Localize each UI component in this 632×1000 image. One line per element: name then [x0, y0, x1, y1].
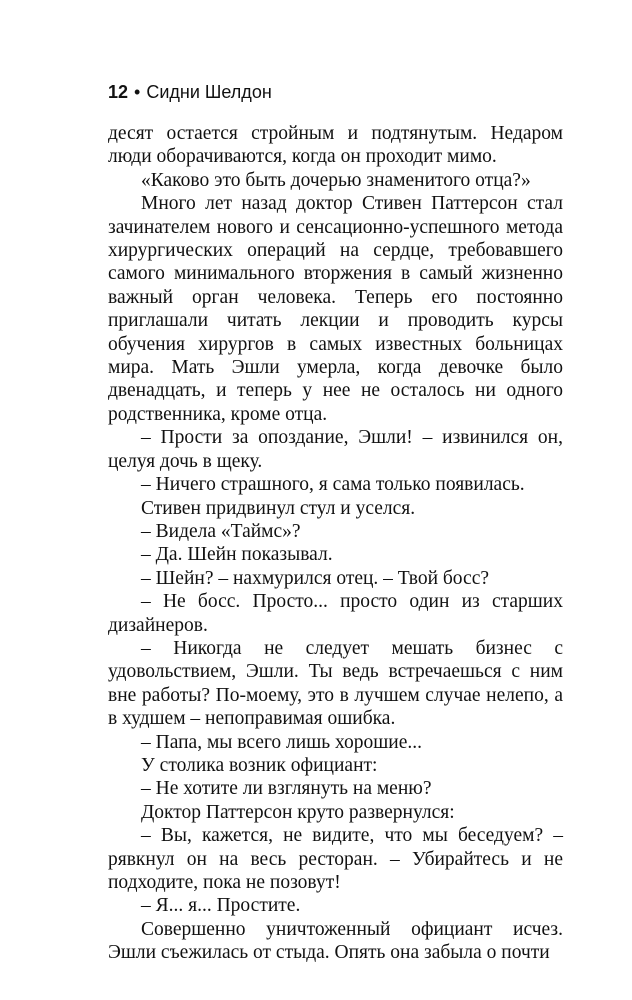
- paragraph: – Не хотите ли взглянуть на меню?: [141, 778, 432, 800]
- paragraph: У столика возник официант:: [141, 754, 378, 776]
- paragraph: Доктор Паттерсон круто развернулся:: [141, 801, 455, 823]
- paragraph: – Ничего страшного, я сама только появилась.: [141, 474, 525, 496]
- paragraph: «Каково это быть дочерью знаменитого отца?»: [141, 169, 531, 191]
- running-header: [108, 82, 272, 103]
- paragraph: – Не босс. Просто... просто один из старших дизайнеров.: [108, 591, 563, 636]
- paragraph: Много лет назад доктор Стивен Паттерсон стал зачинателем нового и сенсационно-успешного метода хирургических операций на сердце, требовавшего самого минимального вторжения в самый жизненно важный орган человека. Теперь его постоянно приглашали читать лекции и проводить курсы обучения хирургов в самых известных больницах мира. Мать Эшли умерла, когда девочке было двенадцать, и теперь у нее не осталось ни одного родственника, кроме отца.: [108, 193, 563, 425]
- paragraph: – Шейн? – нахмурился отец. – Твой босс?: [141, 567, 490, 589]
- paragraph: – Никогда не следует мешать бизнес с удовольствием, Эшли. Ты ведь встречаешься с ним вне работы? По-моему, это в лучшем случае нелепо, а в худшем – непоправимая ошибка.: [108, 637, 563, 730]
- body-text: [108, 122, 563, 965]
- paragraph: – Вы, кажется, не видите, что мы беседуем? – рявкнул он на весь ресторан. – Убирайтесь и не подходите, пока не позовут!: [108, 825, 563, 893]
- paragraph: – Видела «Таймс»?: [141, 520, 301, 542]
- header-separator: •: [134, 82, 141, 102]
- paragraph: – Я... я... Простите.: [141, 895, 301, 917]
- paragraph: десят остается стройным и подтянутым. Недаром люди оборачиваются, когда он проходит мимо.: [108, 123, 563, 168]
- paragraph: Стивен придвинул стул и уселся.: [141, 497, 416, 519]
- page-number: 12: [108, 82, 129, 102]
- author-name: Сидни Шелдон: [146, 82, 272, 102]
- paragraph: – Да. Шейн показывал.: [141, 544, 333, 566]
- paragraph: Совершенно уничтоженный официант исчез. Эшли съежилась от стыда. Опять она забыла о почти: [108, 918, 563, 964]
- paragraph: – Папа, мы всего лишь хорошие...: [141, 731, 422, 753]
- paragraph: – Прости за опоздание, Эшли! – извинился он, целуя дочь в щеку.: [108, 427, 563, 472]
